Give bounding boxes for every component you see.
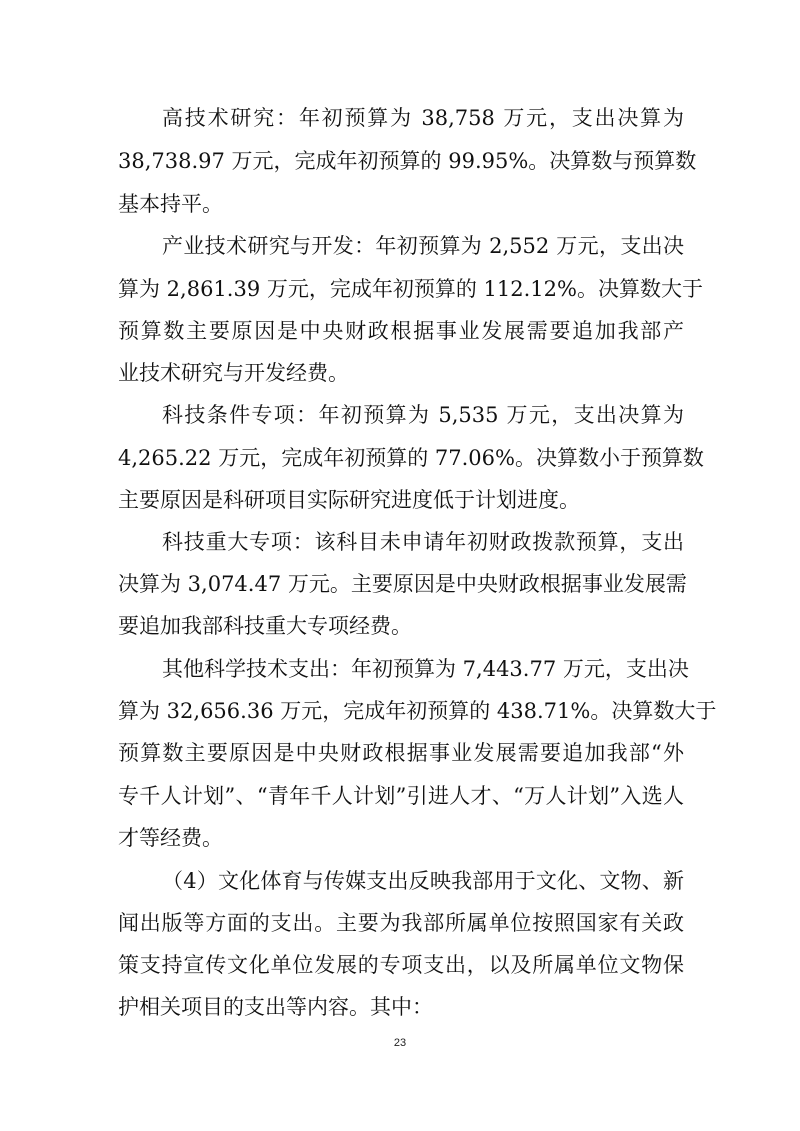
paragraph-major-projects-line-3: 要追加我部科技重大专项经费。 — [118, 614, 412, 638]
page-number: 23 — [393, 1037, 407, 1049]
paragraph-high-tech-research-line-3: 基本持平。 — [118, 192, 223, 216]
paragraph-other-sci-tech-line-4: 专千人计划”、“青年千人计划”引进人才、“万人计划”入选人 — [118, 784, 684, 808]
paragraph-culture-media-line-3: 策支持宣传文化单位发展的专项支出，以及所属单位文物保 — [118, 953, 684, 977]
paragraph-other-sci-tech-line-2: 算为 32,656.36 万元，完成年初预算的 438.71%。决算数大于 — [118, 699, 717, 723]
paragraph-culture-media-line-2: 闻出版等方面的支出。主要为我部所属单位按照国家有关政 — [118, 911, 684, 935]
paragraph-sci-tech-conditions-line-3: 主要原因是科研项目实际研究进度低于计划进度。 — [118, 488, 580, 512]
paragraph-industrial-tech-line-4: 业技术研究与开发经费。 — [118, 361, 349, 385]
paragraph-major-projects-line-1: 科技重大专项：该科目未申请年初财政拨款预算，支出 — [162, 530, 684, 554]
paragraph-high-tech-research-line-1: 高技术研究：年初预算为 38,758 万元，支出决算为 — [162, 106, 684, 130]
paragraph-culture-media-line-1: （4）文化体育与传媒支出反映我部用于文化、文物、新 — [162, 869, 684, 893]
paragraph-industrial-tech-line-1: 产业技术研究与开发：年初预算为 2,552 万元，支出决 — [162, 234, 684, 258]
paragraph-other-sci-tech-line-1: 其他科学技术支出：年初预算为 7,443.77 万元，支出决 — [162, 657, 689, 681]
paragraph-sci-tech-conditions-line-2: 4,265.22 万元，完成年初预算的 77.06%。决算数小于预算数 — [118, 446, 704, 470]
paragraph-industrial-tech-line-3: 预算数主要原因是中央财政根据事业发展需要追加我部产 — [118, 319, 684, 343]
paragraph-other-sci-tech-line-5: 才等经费。 — [118, 826, 223, 850]
paragraph-major-projects-line-2: 决算为 3,074.47 万元。主要原因是中央财政根据事业发展需 — [118, 572, 687, 596]
paragraph-other-sci-tech-line-3: 预算数主要原因是中央财政根据事业发展需要追加我部“外 — [118, 741, 684, 765]
paragraph-sci-tech-conditions-line-1: 科技条件专项：年初预算为 5,535 万元，支出决算为 — [162, 403, 684, 427]
paragraph-culture-media-line-4: 护相关项目的支出等内容。其中： — [118, 995, 433, 1019]
paragraph-high-tech-research-line-2: 38,738.97 万元，完成年初预算的 99.95%。决算数与预算数 — [118, 149, 697, 173]
paragraph-industrial-tech-line-2: 算为 2,861.39 万元，完成年初预算的 112.12%。决算数大于 — [118, 277, 703, 301]
